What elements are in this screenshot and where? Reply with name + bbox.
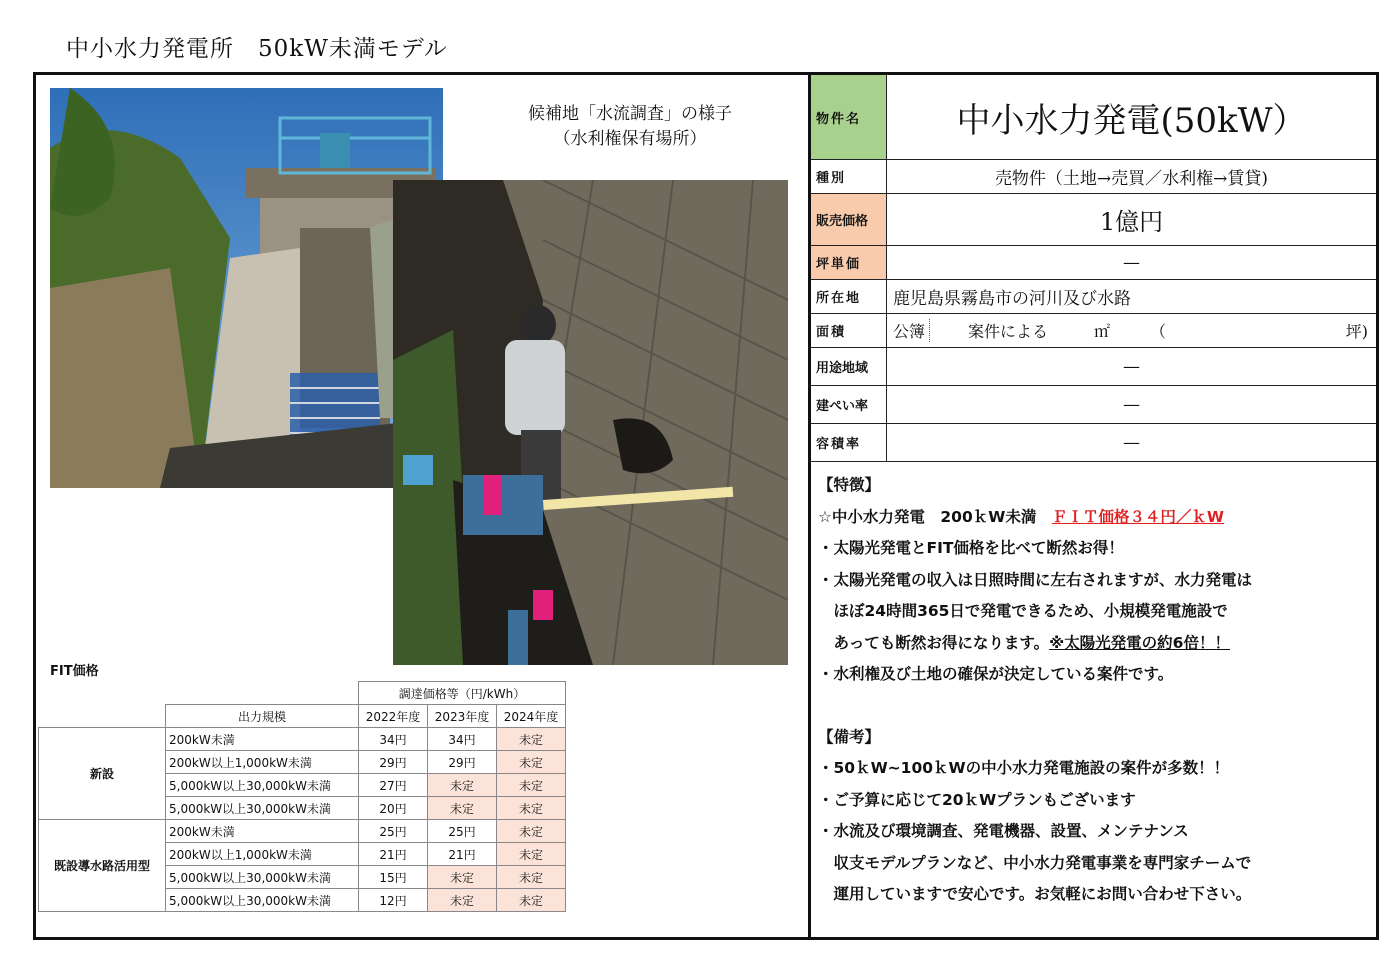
price-cell: 未定 bbox=[428, 797, 497, 820]
price-cell: 21円 bbox=[359, 843, 428, 866]
table-row bbox=[39, 728, 566, 751]
row-zoning bbox=[811, 348, 1376, 386]
scale-cell: 200kW未満 bbox=[166, 728, 359, 751]
weir-photo bbox=[50, 88, 443, 488]
area-paren: （ bbox=[1150, 322, 1167, 341]
solar-comparison-highlight: ※太陽光発電の約6倍！！ bbox=[1049, 633, 1230, 652]
value-coverage: — bbox=[1123, 394, 1140, 415]
price-header: 調達価格等（円/kWh） bbox=[359, 682, 566, 705]
area-register: 公簿 bbox=[893, 319, 930, 342]
area-unit-sqm: ㎡ bbox=[1094, 322, 1111, 341]
fit-price-table bbox=[38, 681, 566, 912]
price-cell: 未定 bbox=[497, 843, 566, 866]
price-cell: 未定 bbox=[497, 728, 566, 751]
scale-cell: 5,000kW以上30,000kW未満 bbox=[166, 889, 359, 912]
row-area bbox=[811, 314, 1376, 348]
table-row bbox=[39, 820, 566, 843]
row-price bbox=[811, 194, 1376, 246]
fit-price-highlight: ＦＩＴ価格３４円／ｋW bbox=[1051, 507, 1224, 526]
value-type: 売物件（土地→売買／水利権→賃貸) bbox=[994, 169, 1269, 189]
area-unit-tsubo: 坪) bbox=[1345, 322, 1368, 341]
label-zoning: 用途地域 bbox=[811, 348, 887, 385]
price-cell: 未定 bbox=[428, 774, 497, 797]
price-cell: 29円 bbox=[428, 751, 497, 774]
property-info-table bbox=[811, 75, 1376, 462]
price-cell: 未定 bbox=[428, 866, 497, 889]
label-area: 面積 bbox=[811, 314, 887, 347]
label-type: 種別 bbox=[811, 160, 887, 193]
remarks-heading: 【備考】 bbox=[818, 727, 881, 746]
price-cell: 34円 bbox=[359, 728, 428, 751]
label-address: 所在地 bbox=[811, 280, 887, 313]
price-cell: 未定 bbox=[497, 820, 566, 843]
channel-survey-photo bbox=[393, 180, 788, 665]
scale-cell: 200kW以上1,000kW未満 bbox=[166, 843, 359, 866]
features-section bbox=[818, 470, 1373, 911]
label-floor-area-ratio: 容積率 bbox=[811, 424, 887, 461]
price-cell: 未定 bbox=[428, 889, 497, 912]
price-cell: 27円 bbox=[359, 774, 428, 797]
scale-cell: 5,000kW以上30,000kW未満 bbox=[166, 797, 359, 820]
feature-text: あっても断然お得になります。 bbox=[818, 633, 1050, 652]
features-heading: 【特徴】 bbox=[818, 476, 881, 494]
year-header: 2024年度 bbox=[497, 705, 566, 728]
feature-line bbox=[818, 502, 1373, 534]
spacer bbox=[818, 691, 1373, 722]
photo-caption bbox=[480, 102, 780, 152]
label-price: 販売価格 bbox=[811, 194, 887, 245]
value-price: 1億円 bbox=[1099, 208, 1164, 236]
row-coverage bbox=[811, 386, 1376, 424]
value-unit-price: — bbox=[1123, 252, 1140, 273]
year-header: 2022年度 bbox=[359, 705, 428, 728]
feature-line bbox=[818, 628, 1373, 660]
value-address: 鹿児島県霧島市の河川及び水路 bbox=[893, 289, 1131, 309]
scale-header: 出力規模 bbox=[166, 705, 359, 728]
price-cell: 未定 bbox=[497, 889, 566, 912]
caption-line-1: 候補地「水流調査」の様子 bbox=[528, 104, 732, 124]
caption-line-2: （水利権保有場所） bbox=[553, 129, 707, 149]
price-cell: 25円 bbox=[428, 820, 497, 843]
category-existing: 既設導水路活用型 bbox=[39, 820, 166, 912]
scale-cell: 5,000kW以上30,000kW未満 bbox=[166, 866, 359, 889]
area-value: 案件による bbox=[968, 322, 1049, 341]
price-cell: 未定 bbox=[497, 866, 566, 889]
price-cell: 20円 bbox=[359, 797, 428, 820]
remark-line: ・水流及び環境調査、発電機器、設置、メンテナンス bbox=[818, 822, 1189, 840]
row-unit-price bbox=[811, 246, 1376, 280]
price-cell: 25円 bbox=[359, 820, 428, 843]
remark-line: ・50ｋW~100ｋWの中小水力発電施設の案件が多数！！ bbox=[818, 759, 1230, 777]
row-floor-area-ratio bbox=[811, 424, 1376, 462]
feature-line: ・太陽光発電とFIT価格を比べて断然お得！ bbox=[818, 539, 1124, 557]
feature-line: ・太陽光発電の収入は日照時間に左右されますが、水力発電は bbox=[818, 570, 1253, 589]
label-coverage: 建ぺい率 bbox=[811, 386, 887, 423]
scale-cell: 5,000kW以上30,000kW未満 bbox=[166, 774, 359, 797]
feature-line: ・水利権及び土地の確保が決定している案件です。 bbox=[818, 665, 1174, 683]
scale-cell: 200kW以上1,000kW未満 bbox=[166, 751, 359, 774]
value-area bbox=[887, 314, 1376, 347]
price-cell: 12円 bbox=[359, 889, 428, 912]
value-zoning: — bbox=[1123, 356, 1140, 377]
value-floor-area-ratio: — bbox=[1123, 432, 1140, 453]
price-cell: 29円 bbox=[359, 751, 428, 774]
value-property-name: 中小水力発電(50kW） bbox=[956, 100, 1307, 141]
remark-line: 収支モデルプランなど、中小水力発電事業を専門家チームで bbox=[818, 853, 1252, 872]
page-title: 中小水力発電所 50kW未満モデル bbox=[66, 36, 448, 62]
row-address bbox=[811, 280, 1376, 314]
fit-label: FIT価格 bbox=[50, 664, 99, 679]
label-unit-price: 坪単価 bbox=[811, 246, 887, 279]
price-cell: 21円 bbox=[428, 843, 497, 866]
price-cell: 34円 bbox=[428, 728, 497, 751]
row-property-name bbox=[811, 75, 1376, 160]
price-cell: 未定 bbox=[497, 797, 566, 820]
feature-line: ほぼ24時間365日で発電できるため、小規模発電施設で bbox=[818, 602, 1228, 620]
label-property-name: 物件名 bbox=[811, 75, 887, 159]
price-cell: 未定 bbox=[497, 774, 566, 797]
feature-text: ☆中小水力発電 200ｋW未満 bbox=[818, 507, 1052, 526]
scale-cell: 200kW未満 bbox=[166, 820, 359, 843]
remark-line: 運用していますで安心です。お気軽にお問い合わせ下さい。 bbox=[818, 885, 1252, 903]
category-new: 新設 bbox=[39, 728, 166, 820]
price-cell: 15円 bbox=[359, 866, 428, 889]
year-header: 2023年度 bbox=[428, 705, 497, 728]
remark-line: ・ご予算に応じて20ｋWプランもございます bbox=[818, 790, 1136, 809]
row-type bbox=[811, 160, 1376, 194]
price-cell: 未定 bbox=[497, 751, 566, 774]
